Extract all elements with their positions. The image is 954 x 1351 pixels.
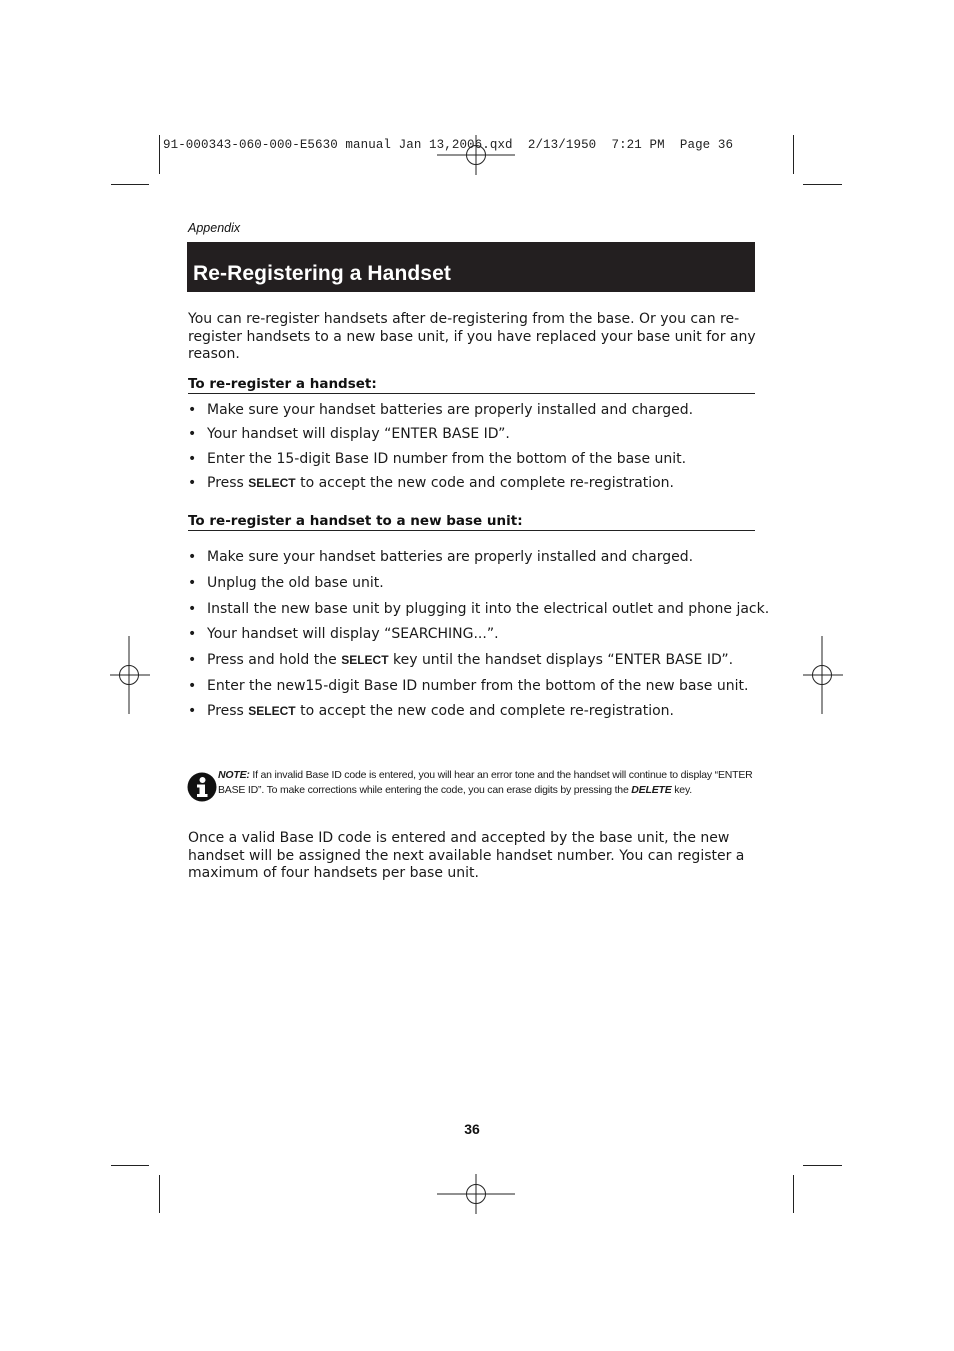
list-item-text: Install the new base unit by plugging it into the electrical outlet and phone jack. [207,601,770,617]
crop-mark [159,135,160,174]
select-key-label: SELECT [248,476,296,490]
crop-mark [803,184,842,185]
intro-paragraph: You can re-register handsets after de-registering from the base. Or you can re-register handsets to a new base unit, if you have replaced your base unit for any reason. [188,311,756,362]
list-item-text: Press SELECT to accept the new code and complete re-registration. [207,703,675,719]
select-key-label: SELECT [248,704,296,718]
select-key-label: SELECT [341,653,389,667]
bullet-marker: • [188,402,197,418]
list-item-text: Your handset will display “ENTER BASE ID”. [207,426,510,442]
crop-mark [159,1175,160,1213]
printer-slug-line: 91-000343-060-000-E5630 manual Jan 13,2006.qxd 2/13/1950 7:21 PM Page 36 [163,138,734,152]
note-text: NOTE: If an invalid Base ID code is entered, you will hear an error tone and the handset will continue to display “ENTER BASE ID”. To make corrections while entering the code, you can erase digits by pressing the DELETE key. [218,769,753,796]
bullet-marker: • [188,575,197,591]
list-item-text: Make sure your handset batteries are properly installed and charged. [207,402,694,418]
crop-mark-registration-icon [437,1174,515,1214]
list-item-text: Press and hold the SELECT key until the handset displays “ENTER BASE ID”. [207,652,734,668]
title-bar [187,242,755,292]
delete-key-label: DELETE [631,783,672,796]
bullet-marker: • [188,703,197,719]
bullet-marker: • [188,601,197,617]
info-icon [187,772,217,802]
subsection-heading: To re-register a handset to a new base unit: [188,513,755,531]
list-item-text: Your handset will display “SEARCHING...”. [207,626,499,642]
crop-mark-registration-icon [803,636,843,714]
crop-mark [793,1175,794,1213]
crop-mark [111,1165,149,1166]
bullet-marker: • [188,626,197,642]
subsection-heading: To re-register a handset: [188,376,755,394]
bullet-marker: • [188,549,197,565]
list-item-text: Unplug the old base unit. [207,575,384,591]
page-title: Re-Registering a Handset [193,262,451,285]
list-item-text: Enter the new15-digit Base ID number from the bottom of the new base unit. [207,678,749,694]
list-item-text: Make sure your handset batteries are properly installed and charged. [207,549,694,565]
crop-mark-registration-icon [110,636,150,714]
page-number: 36 [464,1121,480,1137]
list-item-text: Enter the 15-digit Base ID number from the bottom of the base unit. [207,451,687,467]
crop-mark [803,1165,842,1166]
section-label: Appendix [188,221,241,235]
bullet-marker: • [188,652,197,668]
bullet-marker: • [188,426,197,442]
bullet-marker: • [188,678,197,694]
bullet-marker: • [188,451,197,467]
closing-paragraph: Once a valid Base ID code is entered and accepted by the base unit, the new handset will be assigned the next available handset number. You can register a maximum of four handsets per base unit. [188,830,745,881]
bullet-marker: • [188,475,197,491]
list-item-text: Press SELECT to accept the new code and complete re-registration. [207,475,675,491]
crop-mark [793,135,794,174]
crop-mark [111,184,149,185]
note-label: NOTE: [218,769,250,781]
